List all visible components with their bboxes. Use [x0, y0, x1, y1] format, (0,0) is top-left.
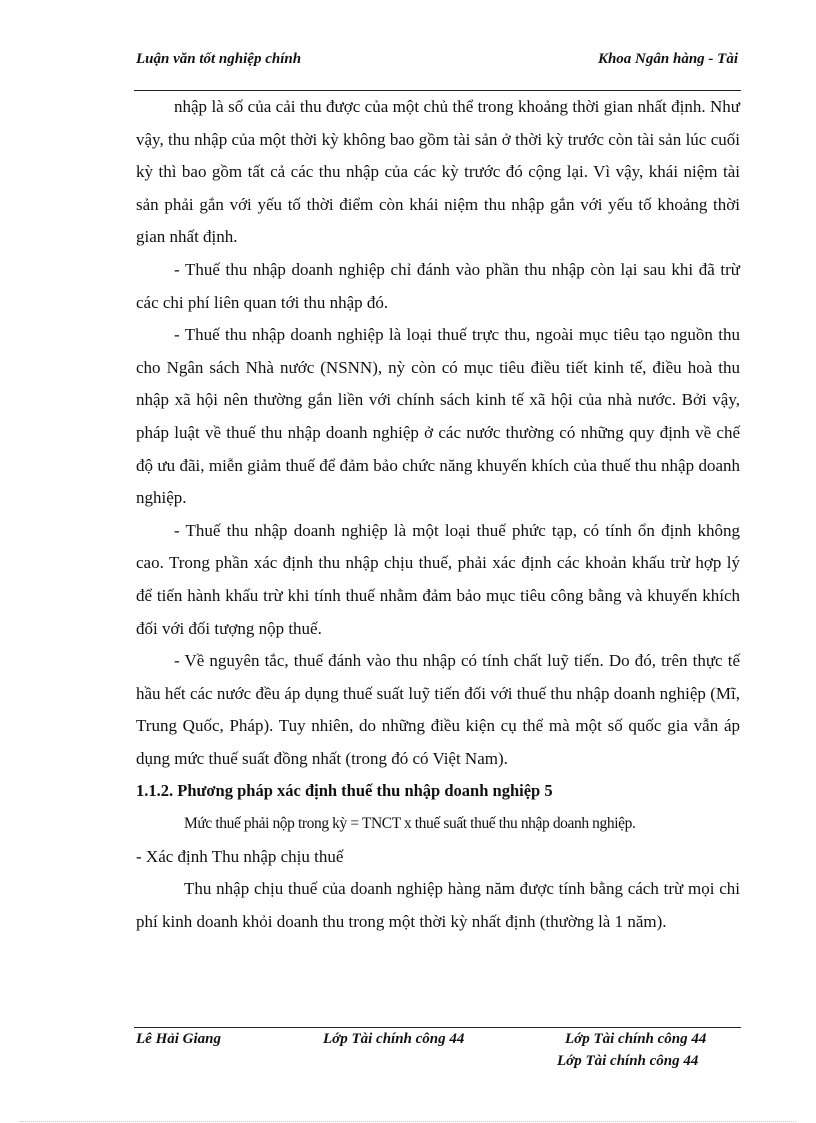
paragraph-remaining-income: - Thuế thu nhập doanh nghiệp chỉ đánh vào phần thu nhập còn lại sau khi đã trừ các chi phí liên quan tới thu nhập đó. [136, 259, 740, 312]
paragraph-complex-tax: - Thuế thu nhập doanh nghiệp là một loại thuế phức tạp, có tính ổn định không cao. Trong phần xác định thu nhập chịu thuế, phải xác định các khoản khấu trừ hợp lý để tiến hành khấu trừ khi tính thuế nhằm đảm bảo mục tiêu công bằng và khuyến khích đối với đối tượng nộp thuế. [136, 520, 740, 638]
footer-author: Lê Hải Giang [136, 1031, 221, 1047]
header-right: Khoa Ngân hàng - Tài [597, 51, 738, 67]
subheading-taxable-income: - Xác định Thu nhập chịu thuế [136, 846, 344, 866]
footer-class-right-second: Lớp Tài chính công 44 [557, 1053, 699, 1069]
page-bottom-dotted-border [20, 1121, 796, 1122]
paragraph-progressive-tax: - Về nguyên tắc, thuế đánh vào thu nhập có tính chất luỹ tiến. Do đó, trên thực tế hầu hết các nước đều áp dụng thuế suất luỹ tiến đối với thuế thu nhập doanh nghiệp (Mĩ, Trung Quốc, Pháp). Tuy nhiên, do những điều kiện cụ thể mà một số quốc gia vẫn áp dụng mức thuế suất đồng nhất (trong đó có Việt Nam). [136, 651, 740, 768]
footer-class-center: Lớp Tài chính công 44 [323, 1031, 465, 1047]
paragraph-direct-tax: - Thuế thu nhập doanh nghiệp là loại thuế trực thu, ngoài mục tiêu tạo nguồn thu cho Ngân sách Nhà nước (NSNN), nỳ còn có mục tiêu điều tiết kinh tế, điều hoà thu nhập xã hội nên thường gắn liền với chính sách kinh tế xã hội của nhà nước. Bởi vậy, pháp luật về thuế thu nhập doanh nghiệp ở các nước thường có những quy định về chế độ ưu đãi, miễn giảm thuế để đảm bảo chức năng khuyến khích của thuế thu nhập doanh nghiệp. [136, 325, 740, 508]
footer-rule [134, 1027, 741, 1028]
section-heading: 1.1.2. Phương pháp xác định thuế thu nhập doanh nghiệp 5 [136, 781, 553, 801]
tax-formula: Mức thuế phải nộp trong kỳ = TNCT x thuế suất thuế thu nhập doanh nghiệp. [184, 815, 636, 833]
paragraph-income-definition: nhập là số của cải thu được của một chủ thể trong khoảng thời gian nhất định. Như vậy, thu nhập của một thời kỳ không bao gồm tài sản ở thời kỳ trước còn tài sản lúc cuối kỳ thì bao gồm tất cả các thu nhập của các kỳ trước đó cộng lại. Vì vậy, khái niệm tài sản phải gắn với yếu tố thời điểm còn khái niệm thu nhập gắn với yếu tố khoảng thời gian nhất định. [136, 97, 740, 247]
footer-class-right: Lớp Tài chính công 44 [565, 1031, 707, 1047]
header-left: Luận văn tốt nghiệp chính [136, 51, 302, 67]
document-body [136, 91, 740, 938]
paragraph-taxable-income: Thu nhập chịu thuế của doanh nghiệp hàng năm được tính bằng cách trừ mọi chi phí kinh doanh khỏi doanh thu trong một thời kỳ nhất định (thường là 1 năm). [136, 879, 740, 931]
